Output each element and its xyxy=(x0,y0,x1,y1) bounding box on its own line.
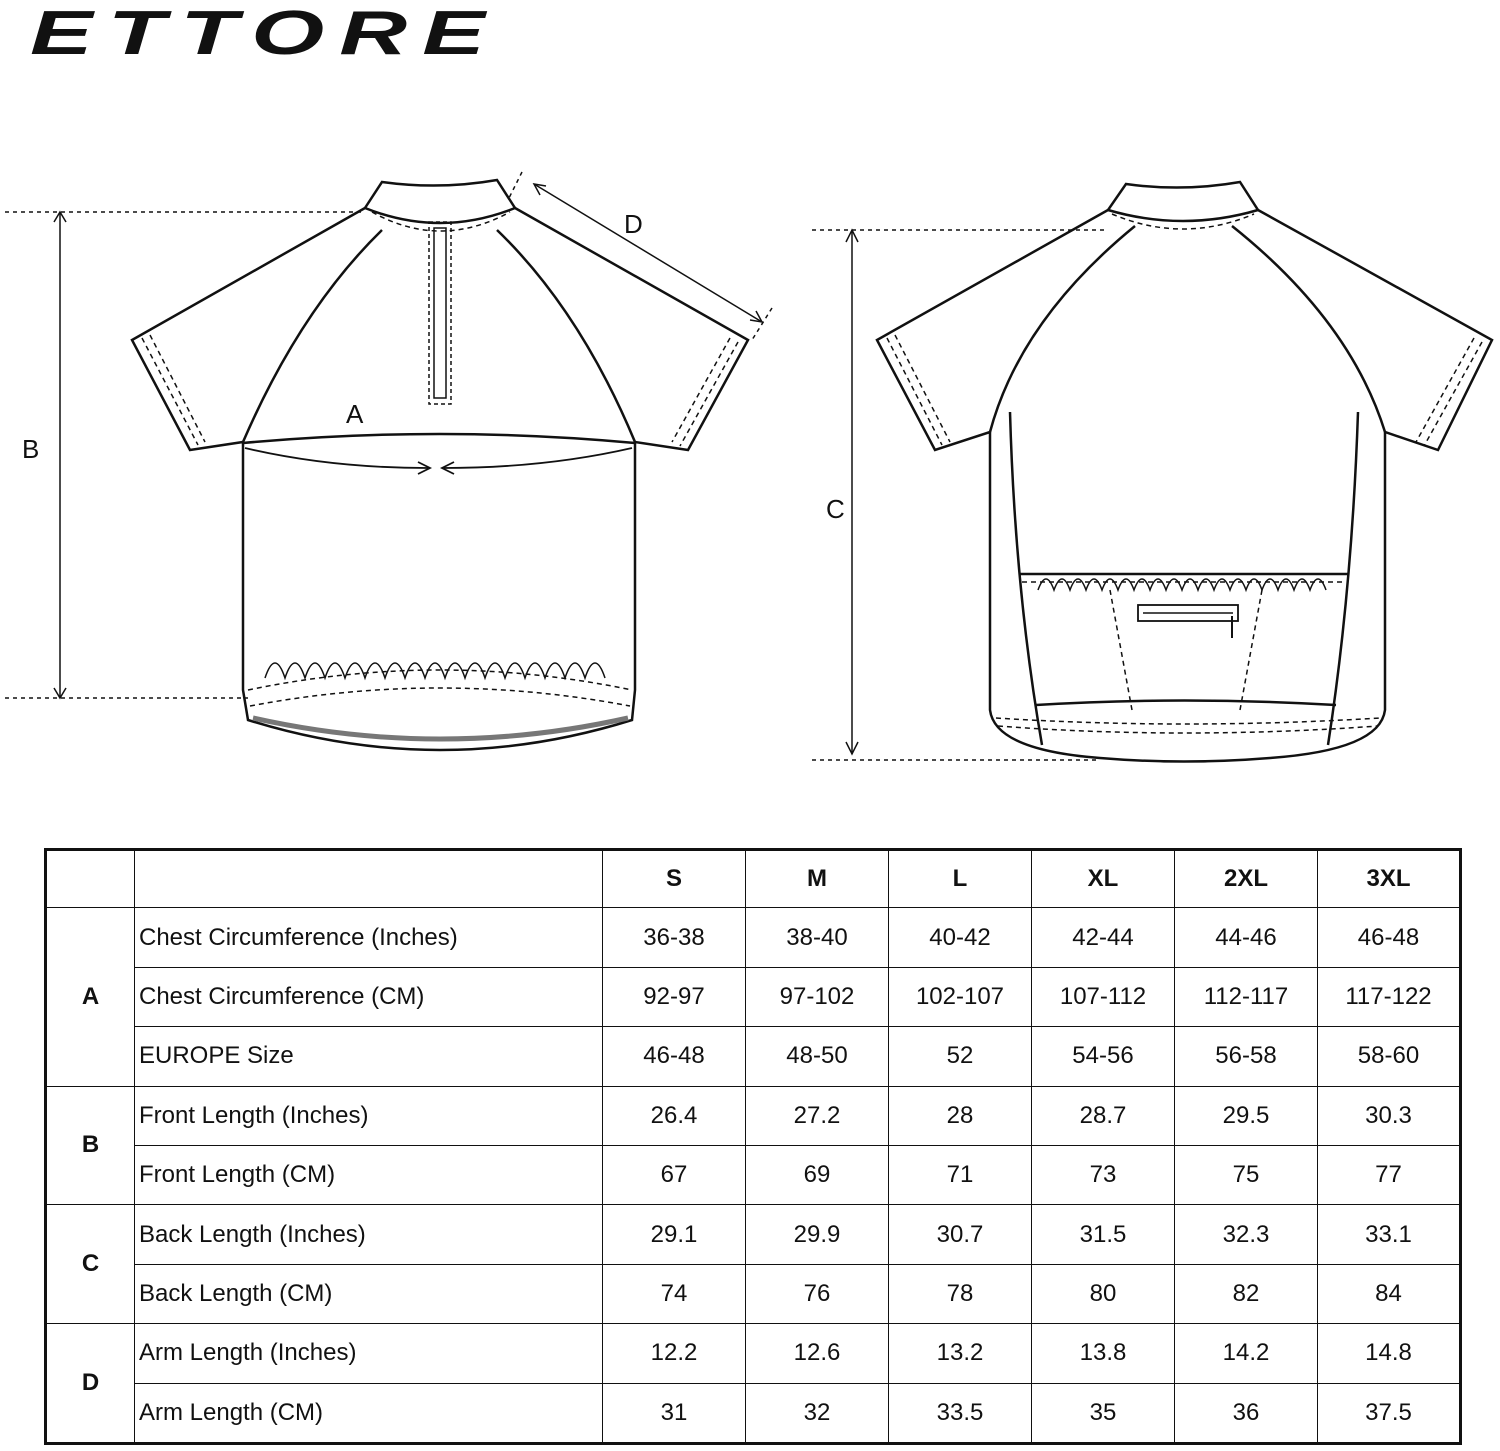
table-row xyxy=(46,1383,1461,1443)
measurement-value-cell: 33.5 xyxy=(889,1383,1032,1443)
measurement-group-label: A xyxy=(46,908,135,1086)
measurement-value-cell: 13.2 xyxy=(889,1324,1032,1383)
label-a: A xyxy=(346,399,364,429)
measurement-value-cell: 26.4 xyxy=(603,1086,746,1145)
size-chart-table xyxy=(44,848,1462,1445)
size-header-m: M xyxy=(746,850,889,908)
jersey-front-illustration xyxy=(132,180,748,750)
logo-wordmark: ETTORE xyxy=(30,4,500,64)
size-header-3xl: 3XL xyxy=(1318,850,1461,908)
table-row xyxy=(46,1205,1461,1264)
measurement-row-label: Arm Length (Inches) xyxy=(135,1324,603,1383)
measurement-value-cell: 13.8 xyxy=(1032,1324,1175,1383)
measurement-value-cell: 58-60 xyxy=(1318,1027,1461,1086)
measurement-value-cell: 30.3 xyxy=(1318,1086,1461,1145)
measurement-value-cell: 84 xyxy=(1318,1264,1461,1323)
measurement-value-cell: 92-97 xyxy=(603,967,746,1026)
measurement-value-cell: 31.5 xyxy=(1032,1205,1175,1264)
measurement-value-cell: 14.2 xyxy=(1175,1324,1318,1383)
measurement-value-cell: 42-44 xyxy=(1032,908,1175,967)
table-row xyxy=(46,1324,1461,1383)
size-header-xl: XL xyxy=(1032,850,1175,908)
measurement-value-cell: 29.5 xyxy=(1175,1086,1318,1145)
measurement-value-cell: 107-112 xyxy=(1032,967,1175,1026)
measurement-value-cell: 54-56 xyxy=(1032,1027,1175,1086)
measurement-value-cell: 30.7 xyxy=(889,1205,1032,1264)
measurement-row-label: Back Length (CM) xyxy=(135,1264,603,1323)
size-header-2xl: 2XL xyxy=(1175,850,1318,908)
measurement-row-label: Front Length (CM) xyxy=(135,1145,603,1204)
measurement-value-cell: 46-48 xyxy=(603,1027,746,1086)
measurement-row-label: Chest Circumference (Inches) xyxy=(135,908,603,967)
measurement-row-label: Front Length (Inches) xyxy=(135,1086,603,1145)
measurement-value-cell: 12.2 xyxy=(603,1324,746,1383)
measurement-value-cell: 82 xyxy=(1175,1264,1318,1323)
measurement-value-cell: 38-40 xyxy=(746,908,889,967)
measurement-value-cell: 56-58 xyxy=(1175,1027,1318,1086)
measurement-row-label: Chest Circumference (CM) xyxy=(135,967,603,1026)
measurement-value-cell: 97-102 xyxy=(746,967,889,1026)
measurement-value-cell: 29.9 xyxy=(746,1205,889,1264)
measurement-value-cell: 71 xyxy=(889,1145,1032,1204)
back-length-dimension xyxy=(812,230,1108,760)
measurement-value-cell: 28.7 xyxy=(1032,1086,1175,1145)
measurement-value-cell: 28 xyxy=(889,1086,1032,1145)
measurement-value-cell: 102-107 xyxy=(889,967,1032,1026)
measurement-value-cell: 69 xyxy=(746,1145,889,1204)
measurement-row-label: EUROPE Size xyxy=(135,1027,603,1086)
measurement-value-cell: 44-46 xyxy=(1175,908,1318,967)
jersey-back-illustration xyxy=(877,182,1492,762)
measurement-value-cell: 80 xyxy=(1032,1264,1175,1323)
measurement-value-cell: 32.3 xyxy=(1175,1205,1318,1264)
measurement-value-cell: 32 xyxy=(746,1383,889,1443)
measurement-value-cell: 73 xyxy=(1032,1145,1175,1204)
measurement-value-cell: 36-38 xyxy=(603,908,746,967)
measurement-value-cell: 78 xyxy=(889,1264,1032,1323)
measurement-row-label: Back Length (Inches) xyxy=(135,1205,603,1264)
measurement-value-cell: 52 xyxy=(889,1027,1032,1086)
brand-logo xyxy=(30,4,510,64)
measurement-value-cell: 37.5 xyxy=(1318,1383,1461,1443)
measurement-value-cell: 27.2 xyxy=(746,1086,889,1145)
size-header-row xyxy=(46,850,1461,908)
measurement-value-cell: 29.1 xyxy=(603,1205,746,1264)
label-d: D xyxy=(624,209,643,239)
measurement-value-cell: 76 xyxy=(746,1264,889,1323)
table-row xyxy=(46,1145,1461,1204)
table-row xyxy=(46,1086,1461,1145)
jersey-measurement-diagram xyxy=(0,150,1500,790)
measurement-value-cell: 40-42 xyxy=(889,908,1032,967)
measurement-value-cell: 33.1 xyxy=(1318,1205,1461,1264)
label-b: B xyxy=(22,434,40,464)
header-label-cell xyxy=(135,850,603,908)
table-row xyxy=(46,1027,1461,1086)
measurement-value-cell: 46-48 xyxy=(1318,908,1461,967)
table-row xyxy=(46,967,1461,1026)
measurement-value-cell: 35 xyxy=(1032,1383,1175,1443)
size-header-l: L xyxy=(889,850,1032,908)
header-corner-cell xyxy=(46,850,135,908)
measurement-row-label: Arm Length (CM) xyxy=(135,1383,603,1443)
measurement-group-label: B xyxy=(46,1086,135,1205)
label-c: C xyxy=(826,494,845,524)
measurement-value-cell: 48-50 xyxy=(746,1027,889,1086)
measurement-value-cell: 77 xyxy=(1318,1145,1461,1204)
measurement-value-cell: 31 xyxy=(603,1383,746,1443)
table-row xyxy=(46,908,1461,967)
measurement-value-cell: 112-117 xyxy=(1175,967,1318,1026)
measurement-group-label: D xyxy=(46,1324,135,1444)
measurement-value-cell: 74 xyxy=(603,1264,746,1323)
measurement-value-cell: 14.8 xyxy=(1318,1324,1461,1383)
measurement-value-cell: 117-122 xyxy=(1318,967,1461,1026)
measurement-value-cell: 67 xyxy=(603,1145,746,1204)
front-length-dimension xyxy=(5,212,365,698)
table-row xyxy=(46,1264,1461,1323)
size-table-body xyxy=(46,850,1461,1444)
measurement-value-cell: 75 xyxy=(1175,1145,1318,1204)
measurement-group-label: C xyxy=(46,1205,135,1324)
measurement-value-cell: 12.6 xyxy=(746,1324,889,1383)
size-header-s: S xyxy=(603,850,746,908)
measurement-value-cell: 36 xyxy=(1175,1383,1318,1443)
arm-length-dimension xyxy=(508,172,772,340)
